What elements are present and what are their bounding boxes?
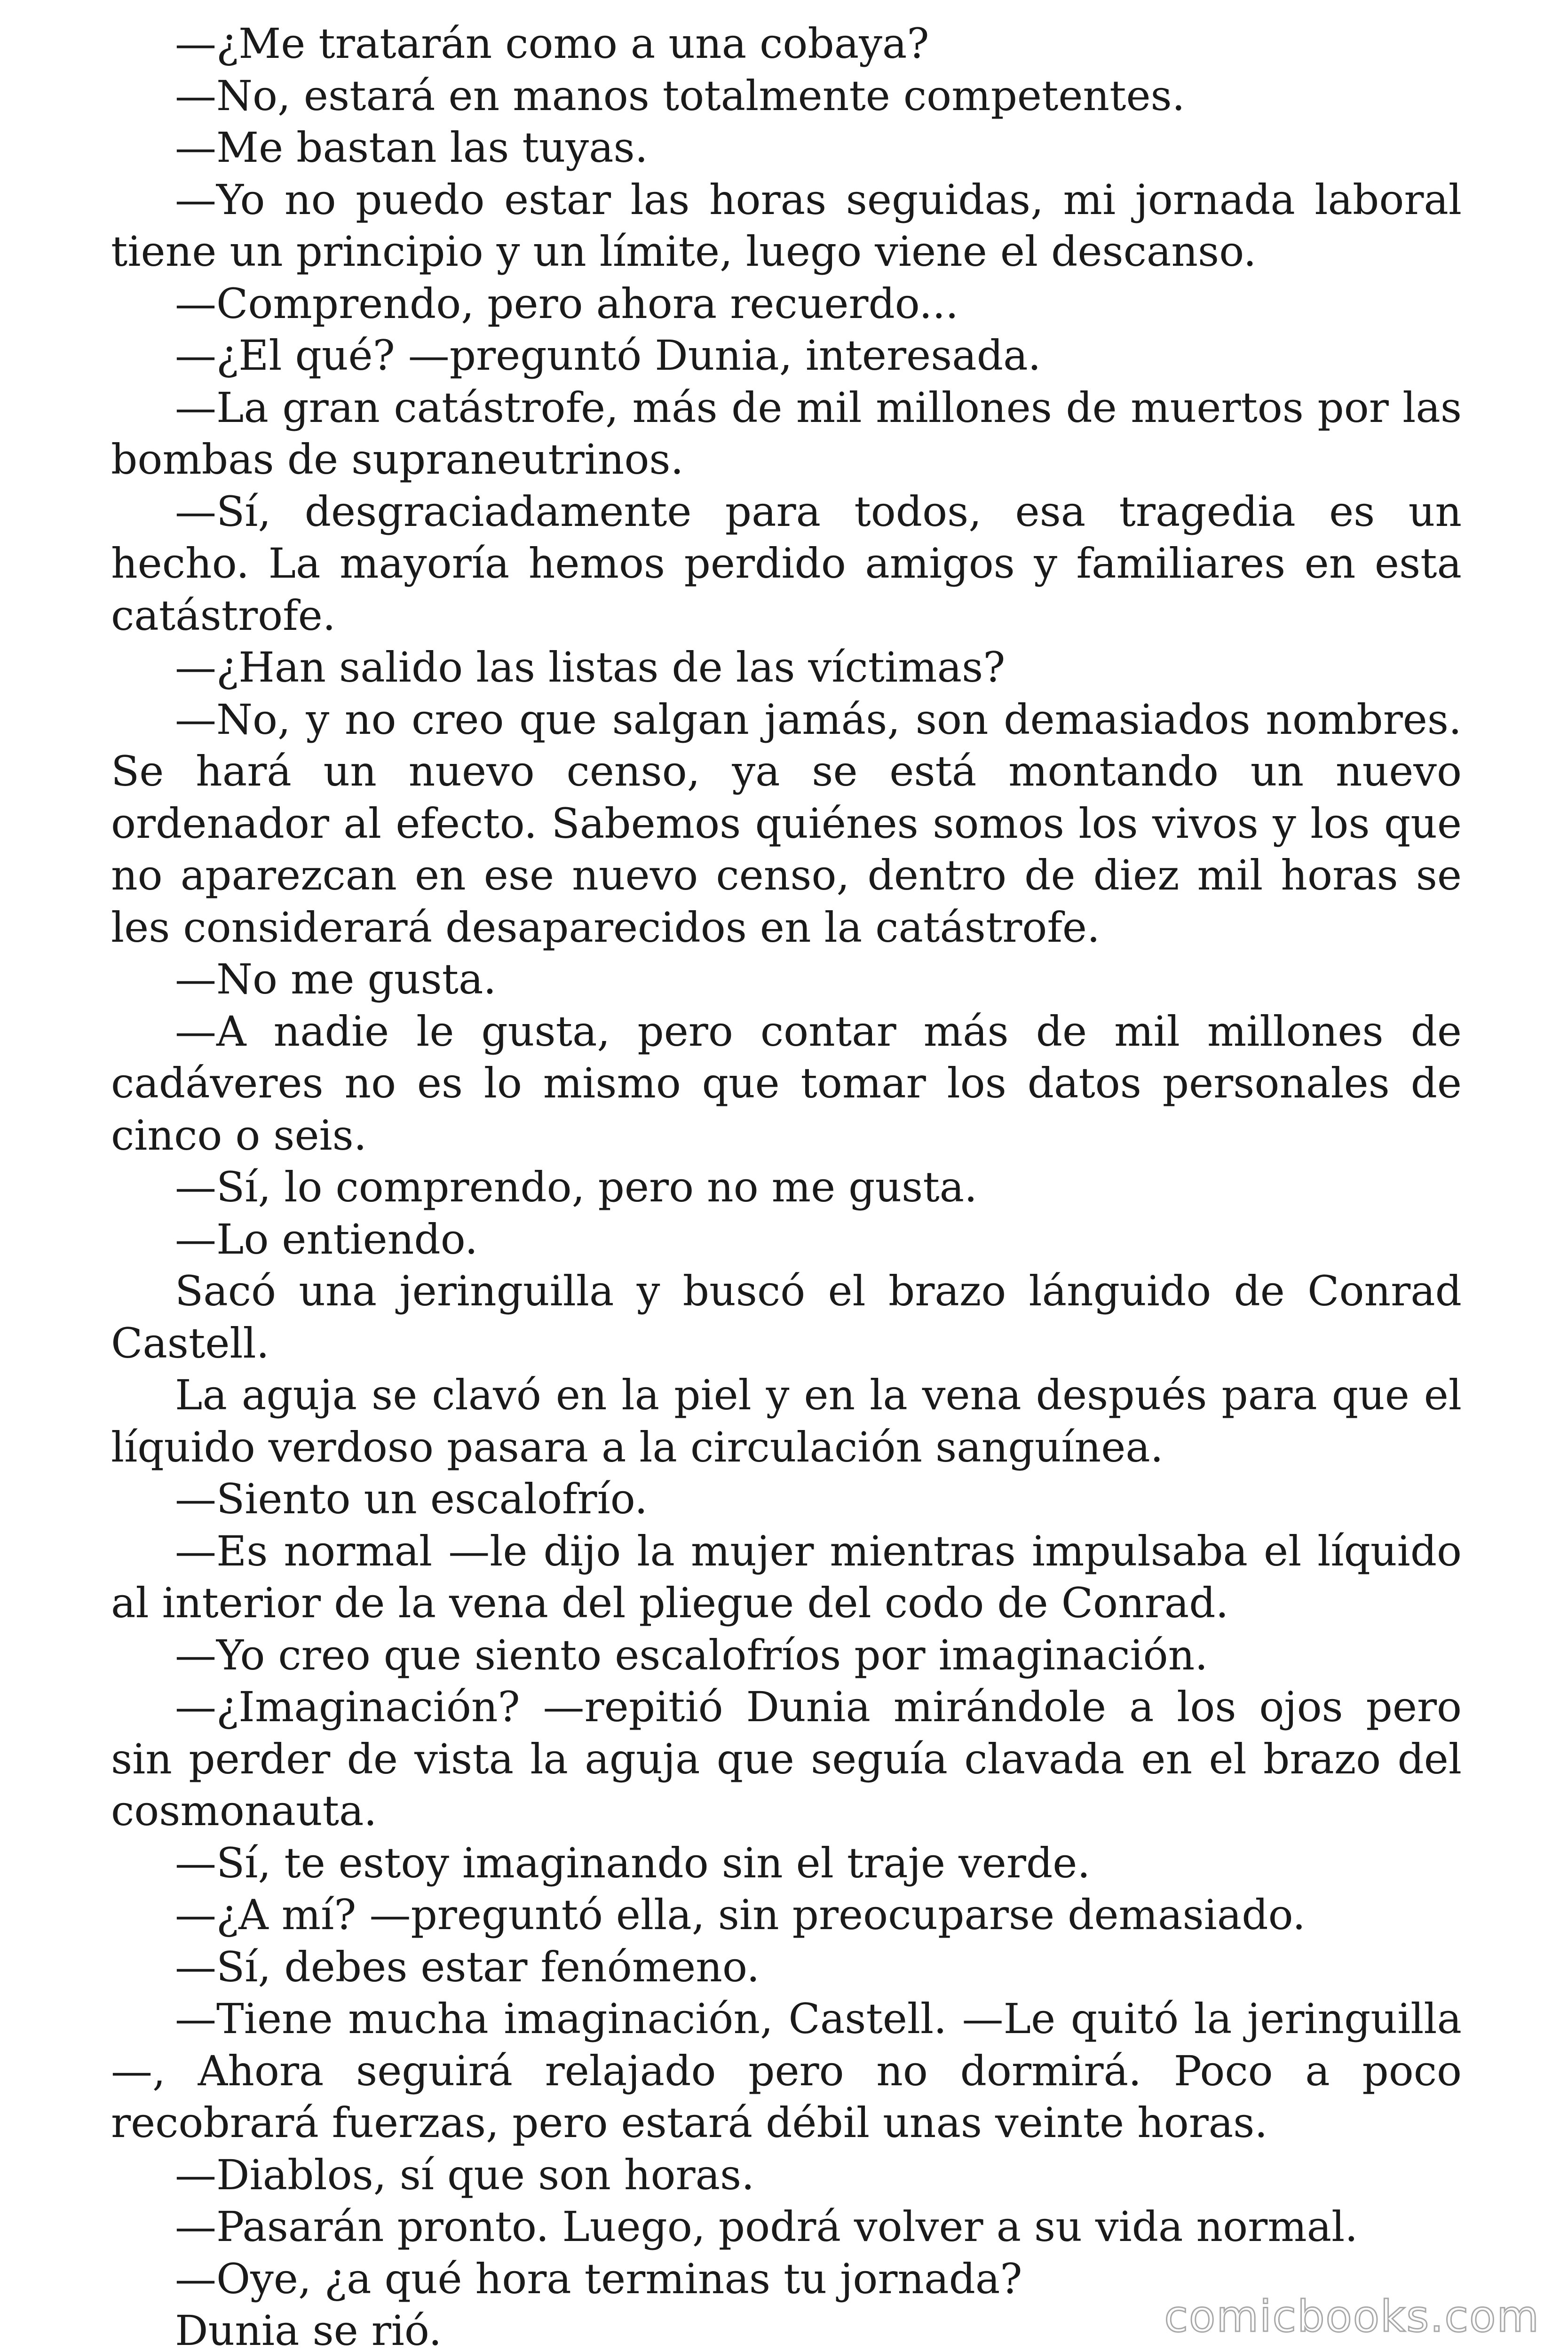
paragraph: —No me gusta. — [175, 955, 497, 1003]
paragraph: —¿A mí? —preguntó ella, sin preocuparse demasiado. — [175, 1891, 1306, 1939]
paragraph: —¿Han salido las listas de las víctimas? — [175, 643, 1006, 691]
paragraph: —Sí, te estoy imaginando sin el traje verde. — [175, 1838, 1091, 1887]
paragraph: —A nadie le gusta, pero contar más de mil millones de cadáveres no es lo mismo que tomar los datos personales de cinco o seis. — [111, 1007, 1462, 1160]
watermark: comicbooks.com — [1164, 2291, 1540, 2342]
paragraph: —Tiene mucha imaginación, Castell. —Le quitó la jeringuilla—, Ahora seguirá relajado pero no dormirá. Poco a poco recobrará fuerzas, pero estará débil unas veinte horas. — [111, 1994, 1462, 2147]
paragraph: Dunia se rió. — [175, 2306, 442, 2352]
paragraph: —Sí, desgraciadamente para todos, esa tragedia es un hecho. La mayoría hemos perdido amigos y familiares en esta catástrofe. — [111, 487, 1462, 640]
paragraph: —Sí, lo comprendo, pero no me gusta. — [175, 1163, 978, 1211]
paragraph: La aguja se clavó en la piel y en la vena después para que el líquido verdoso pasara a la circulación sanguínea. — [111, 1371, 1462, 1471]
paragraph: —Pasarán pronto. Luego, podrá volver a su vida normal. — [175, 2202, 1358, 2251]
paragraph: —Yo creo que siento escalofríos por imaginación. — [175, 1630, 1208, 1679]
paragraph: —Es normal —le dijo la mujer mientras impulsaba el líquido al interior de la vena del pliegue del codo de Conrad. — [111, 1526, 1462, 1627]
paragraph: —¿El qué? —preguntó Dunia, interesada. — [175, 331, 1041, 380]
paragraph: —¿Imaginación? —repitió Dunia mirándole a los ojos pero sin perder de vista la aguja que seguía clavada en el brazo del cosmonauta. — [111, 1683, 1462, 1835]
paragraph: —Yo no puedo estar las horas seguidas, mi jornada laboral tiene un principio y un límite, luego viene el descanso. — [111, 175, 1462, 276]
paragraph: —Lo entiendo. — [175, 1215, 478, 1263]
paragraph: —Siento un escalofrío. — [175, 1475, 648, 1523]
body-text — [111, 18, 1462, 2352]
paragraph: —Comprendo, pero ahora recuerdo... — [175, 279, 959, 328]
paragraph: —Me bastan las tuyas. — [175, 123, 648, 172]
paragraph: —No, y no creo que salgan jamás, son demasiados nombres. Se hará un nuevo censo, ya se está montando un nuevo ordenador al efecto. Sabemos quiénes somos los vivos y los que no aparezcan en ese nuevo censo, dentro de diez mil horas se les considerará desaparecidos en la catástrofe. — [111, 695, 1462, 952]
paragraph: —Oye, ¿a qué hora terminas tu jornada? — [175, 2254, 1022, 2303]
paragraph: —Sí, debes estar fenómeno. — [175, 1942, 760, 1991]
paragraph: —La gran catástrofe, más de mil millones de muertos por las bombas de supraneutrinos. — [111, 383, 1462, 484]
paragraph: —¿Me tratarán como a una cobaya? — [175, 19, 929, 68]
paragraph: Sacó una jeringuilla y buscó el brazo lánguido de Conrad Castell. — [111, 1267, 1462, 1367]
paragraph: —Diablos, sí que son horas. — [175, 2150, 755, 2199]
paragraph: —No, estará en manos totalmente competentes. — [175, 71, 1185, 120]
